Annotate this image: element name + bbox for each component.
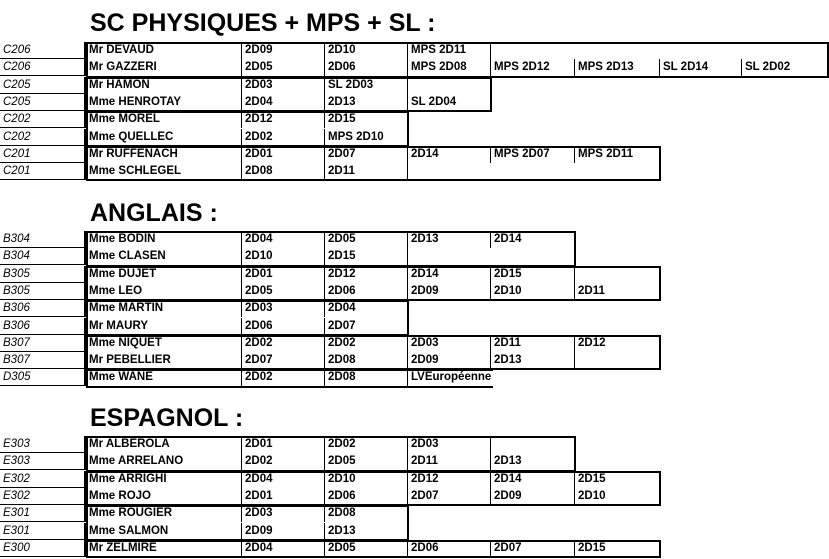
room-cell: E302	[0, 471, 86, 488]
teacher-cell: Mr PEBELLIER	[86, 352, 242, 369]
class-cell: 2D13	[491, 453, 575, 470]
teacher-cell: Mme SCHLEGEL	[86, 163, 242, 180]
class-cell: 2D04	[242, 471, 325, 488]
class-cell: 2D12	[325, 266, 408, 283]
class-cell: 2D03	[408, 436, 491, 453]
teacher-cell: Mme CLASEN	[86, 248, 242, 265]
room-cell: E302	[0, 488, 86, 505]
class-cell: 2D02	[242, 129, 325, 146]
class-cell: SL 2D04	[408, 94, 491, 111]
teacher-cell: Mme ROUGIER	[86, 505, 242, 522]
class-cell: MPS 2D10	[325, 129, 408, 146]
class-cell: 2D11	[408, 453, 491, 470]
class-cell: 2D05	[325, 540, 408, 557]
class-cell: 2D08	[242, 163, 325, 180]
teacher-cell: Mme DUJET	[86, 266, 242, 283]
class-cell: 2D10	[242, 248, 325, 265]
class-cell: 2D13	[408, 231, 491, 248]
class-cell: 2D02	[242, 453, 325, 470]
teacher-cell: Mme ARRIGHI	[86, 471, 242, 488]
room-cell: B304	[0, 231, 86, 248]
teacher-cell: Mme MARTIN	[86, 300, 242, 317]
teacher-cell: Mme MOREL	[86, 111, 242, 128]
room-cell: C202	[0, 129, 86, 146]
teacher-cell: Mr MAURY	[86, 318, 242, 335]
class-cell: 2D14	[491, 231, 575, 248]
class-cell: 2D03	[408, 335, 491, 352]
teacher-cell: Mme BODIN	[86, 231, 242, 248]
room-cell: B306	[0, 318, 86, 335]
class-cell: 2D06	[325, 488, 408, 505]
class-cell: SL 2D14	[660, 59, 742, 76]
room-cell: B306	[0, 300, 86, 317]
teacher-cell: Mme NIQUET	[86, 335, 242, 352]
class-cell: 2D04	[325, 300, 408, 317]
section-title-espagnol: ESPAGNOL :	[90, 404, 244, 432]
class-cell: 2D13	[491, 352, 575, 369]
class-cell: 2D07	[325, 146, 408, 163]
class-cell: 2D10	[325, 42, 408, 59]
class-cell: 2D15	[575, 540, 660, 557]
class-cell: SL 2D02	[742, 59, 828, 76]
class-cell: 2D01	[242, 266, 325, 283]
class-cell: MPS 2D13	[575, 59, 660, 76]
class-cell: 2D07	[408, 488, 491, 505]
room-cell: E301	[0, 505, 86, 522]
class-cell: 2D06	[408, 540, 491, 557]
class-cell: 2D15	[575, 471, 660, 488]
class-cell: MPS 2D07	[491, 146, 575, 163]
class-cell: 2D14	[408, 266, 491, 283]
class-cell: 2D05	[242, 59, 325, 76]
class-cell: MPS 2D12	[491, 59, 575, 76]
class-cell: 2D01	[242, 488, 325, 505]
class-cell: 2D09	[242, 523, 325, 540]
room-cell: C201	[0, 146, 86, 163]
class-cell: 2D05	[325, 453, 408, 470]
class-cell: 2D14	[408, 146, 491, 163]
teacher-cell: Mme SALMON	[86, 523, 242, 540]
class-cell: 2D12	[575, 335, 660, 352]
room-cell: C206	[0, 59, 86, 76]
class-cell: 2D10	[575, 488, 660, 505]
class-cell: 2D08	[325, 352, 408, 369]
class-cell: 2D03	[242, 300, 325, 317]
class-cell: 2D08	[325, 505, 408, 522]
class-cell: SL 2D03	[325, 77, 408, 94]
class-cell: 2D07	[491, 540, 575, 557]
class-cell: 2D13	[325, 94, 408, 111]
class-cell: 2D03	[242, 77, 325, 94]
teacher-cell: Mr HAMON	[86, 77, 242, 94]
room-cell: B305	[0, 266, 86, 283]
room-cell: B307	[0, 352, 86, 369]
room-cell: B304	[0, 248, 86, 265]
section-title-physiques: SC PHYSIQUES + MPS + SL :	[90, 9, 436, 37]
room-cell: B305	[0, 283, 86, 300]
room-cell: D305	[0, 369, 86, 386]
class-cell: 2D09	[242, 42, 325, 59]
class-cell: 2D15	[325, 111, 408, 128]
class-cell: 2D10	[491, 283, 575, 300]
class-cell: 2D06	[242, 318, 325, 335]
room-cell: C206	[0, 42, 86, 59]
class-cell: 2D02	[325, 335, 408, 352]
room-cell: E300	[0, 540, 86, 557]
class-cell: 2D01	[242, 146, 325, 163]
class-cell: 2D12	[242, 111, 325, 128]
class-cell: 2D14	[491, 471, 575, 488]
class-cell: 2D01	[242, 436, 325, 453]
class-cell: 2D10	[325, 471, 408, 488]
room-cell: E303	[0, 453, 86, 470]
class-cell: 2D07	[325, 318, 408, 335]
room-cell: C202	[0, 111, 86, 128]
class-cell: MPS 2D11	[575, 146, 660, 163]
class-cell: 2D08	[325, 369, 408, 386]
teacher-cell: Mme LEO	[86, 283, 242, 300]
class-cell: MPS 2D11	[408, 42, 491, 59]
room-cell: E301	[0, 523, 86, 540]
class-cell: 2D12	[408, 471, 491, 488]
teacher-cell: Mr GAZZERI	[86, 59, 242, 76]
teacher-cell: Mr RUFFENACH	[86, 146, 242, 163]
class-cell: 2D11	[325, 163, 408, 180]
teacher-cell: Mme ARRELANO	[86, 453, 242, 470]
teacher-cell: Mr ALBEROLA	[86, 436, 242, 453]
class-cell: MPS 2D08	[408, 59, 491, 76]
section-title-anglais: ANGLAIS :	[90, 199, 218, 227]
teacher-cell: Mr DEVAUD	[86, 42, 242, 59]
class-cell: 2D13	[325, 523, 408, 540]
class-cell: 2D07	[242, 352, 325, 369]
teacher-cell: Mme HENROTAY	[86, 94, 242, 111]
class-cell: 2D03	[242, 505, 325, 522]
class-cell: 2D11	[575, 283, 660, 300]
teacher-cell: Mme QUELLEC	[86, 129, 242, 146]
class-cell: 2D09	[408, 283, 491, 300]
teacher-cell: Mr ZELMIRE	[86, 540, 242, 557]
class-cell: LVEuropéenne	[411, 371, 492, 384]
class-cell: 2D15	[325, 248, 408, 265]
class-cell: 2D05	[242, 283, 325, 300]
class-cell: 2D09	[408, 352, 491, 369]
class-cell: 2D06	[325, 59, 408, 76]
class-cell: 2D09	[491, 488, 575, 505]
class-cell: 2D04	[242, 540, 325, 557]
room-cell: E303	[0, 436, 86, 453]
class-cell: 2D02	[242, 335, 325, 352]
class-cell: 2D02	[242, 369, 325, 386]
class-cell: 2D05	[325, 231, 408, 248]
room-cell: C205	[0, 77, 86, 94]
class-cell: 2D15	[491, 266, 575, 283]
class-cell: 2D04	[242, 231, 325, 248]
class-cell: 2D06	[325, 283, 408, 300]
room-cell: C201	[0, 163, 86, 180]
teacher-cell: Mme ROJO	[86, 488, 242, 505]
room-cell: B307	[0, 335, 86, 352]
class-cell: 2D11	[491, 335, 575, 352]
teacher-cell: Mme WANE	[86, 369, 242, 386]
room-cell: C205	[0, 94, 86, 111]
class-cell: 2D04	[242, 94, 325, 111]
class-cell: 2D02	[325, 436, 408, 453]
